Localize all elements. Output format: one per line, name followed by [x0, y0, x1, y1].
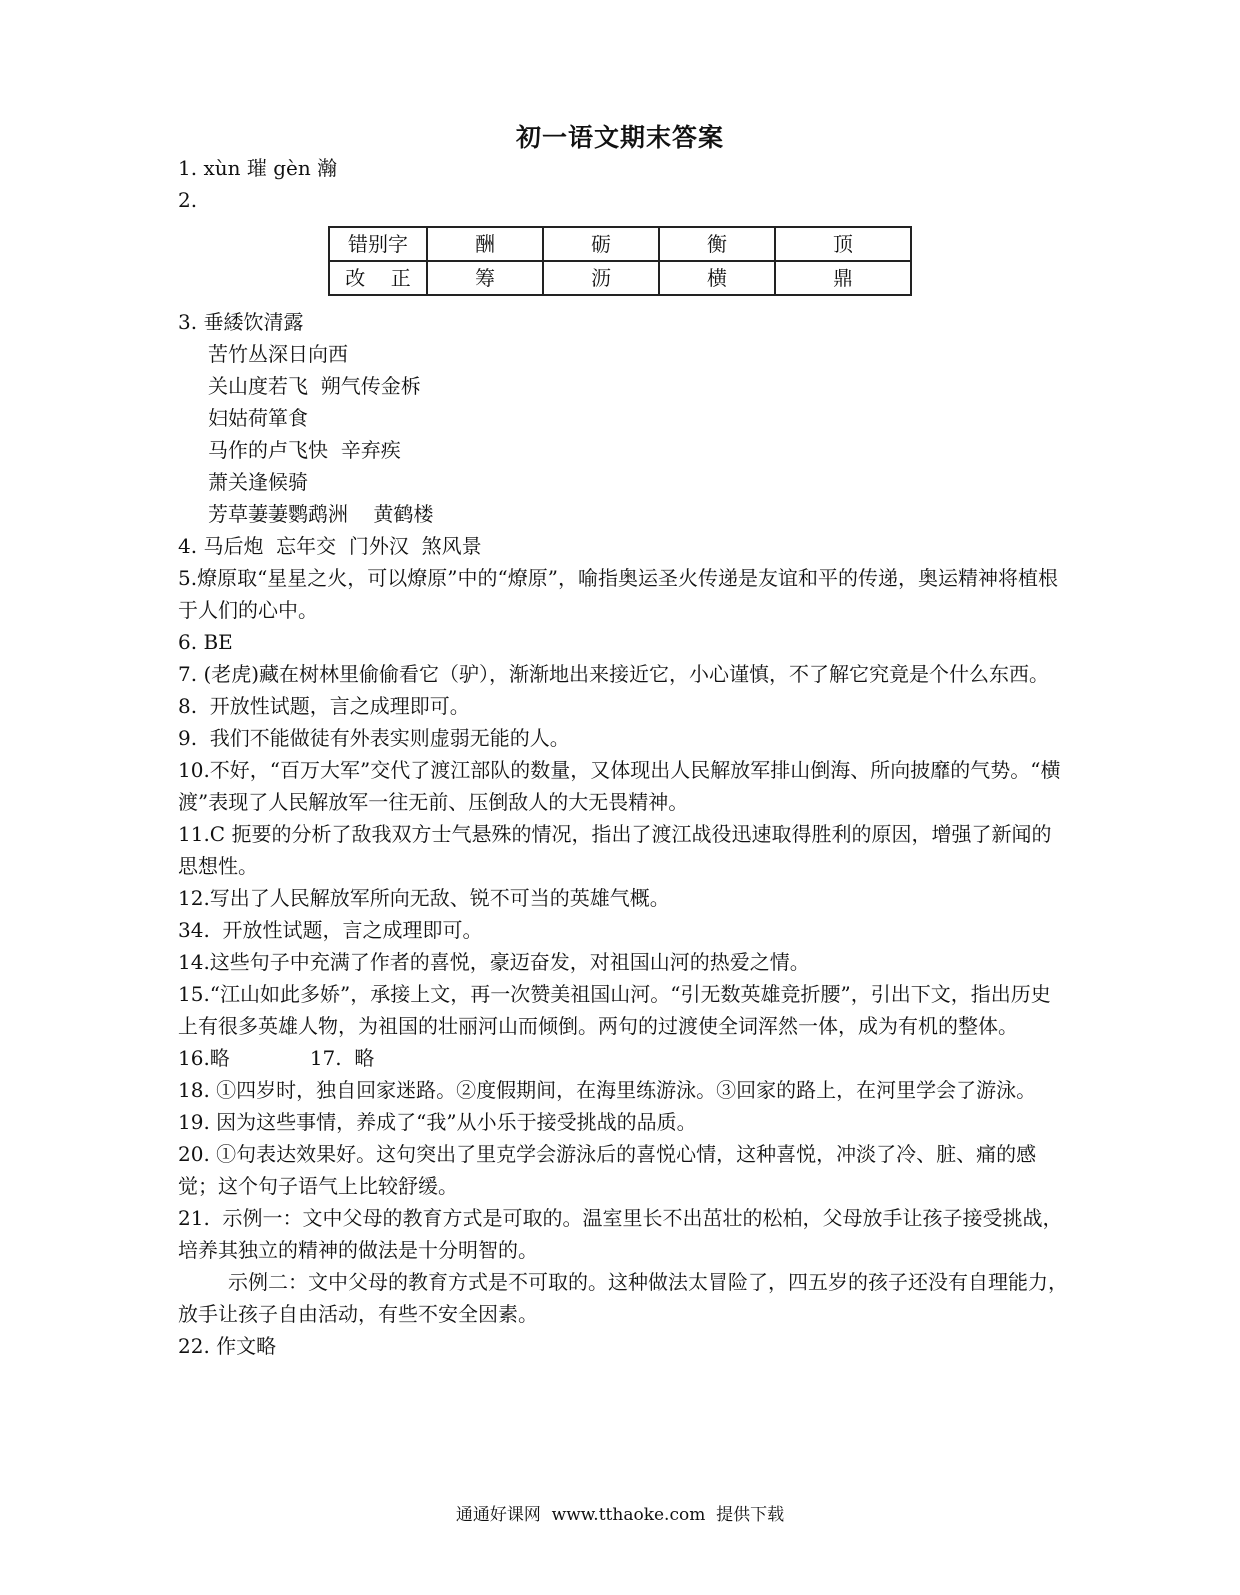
answer-5: 5.燎原取“星星之火，可以燎原”中的“燎原”，喻指奥运圣火传递是友谊和平的传递，奥运精神将植根于人们的心中。	[178, 566, 1058, 622]
footer-source: 通通好课网 www.tthaoke.com 提供下载	[455, 1505, 785, 1525]
answer-3-line: 妇姑荷箪食	[208, 406, 308, 430]
answer-21-example-1: 21. 示例一：文中父母的教育方式是可取的。温室里长不出茁壮的松柏，父母放手让孩子接受挑战，培养其独立的精神的做法是十分明智的。	[178, 1206, 1063, 1262]
answer-18: 18. ①四岁时，独自回家迷路。②度假期间，在海里练游泳。③回家的路上，在河里学会了游泳。	[178, 1078, 1037, 1102]
answer-9: 9. 我们不能做徒有外表实则虚弱无能的人。	[178, 726, 570, 750]
answer-12: 12.写出了人民解放军所向无敌、锐不可当的英雄气概。	[178, 886, 670, 910]
answer-14: 14.这些句子中充满了作者的喜悦，豪迈奋发，对祖国山河的热爱之情。	[178, 950, 810, 974]
answer-1: 1. xùn 璀 gèn 瀚	[178, 156, 338, 180]
answer-11: 11.C 扼要的分析了敌我双方士气悬殊的情况，指出了渡江战役迅速取得胜利的原因，增强了新闻的思想性。	[178, 822, 1052, 878]
answer-21-example-2: 示例二：文中父母的教育方式是不可取的。这种做法太冒险了，四五岁的孩子还没有自理能力，放手让孩子自由活动，有些不安全因素。	[178, 1270, 1068, 1326]
table-cell: 衡	[659, 227, 775, 261]
answer-3-line: 关山度若飞 朔气传金柝	[208, 374, 421, 398]
answer-6: 6. BE	[178, 630, 233, 654]
answer-3-line: 苦竹丛深日向西	[208, 342, 348, 366]
answer-13: 34. 开放性试题，言之成理即可。	[178, 918, 483, 942]
page-title: 初一语文期末答案	[515, 123, 724, 152]
table-cell: 横	[659, 261, 775, 295]
answer-content	[178, 152, 1068, 1362]
answer-2-label: 2.	[178, 188, 198, 212]
answer-8: 8. 开放性试题，言之成理即可。	[178, 694, 470, 718]
answer-20: 20. ①句表达效果好。这句突出了里克学会游泳后的喜悦心情，这种喜悦，冲淡了冷、脏、痛的感觉；这个句子语气上比较舒缓。	[178, 1142, 1037, 1198]
table-cell: 顶	[775, 227, 911, 261]
answer-3-line: 萧关逢候骑	[208, 470, 308, 494]
table-cell: 鼎	[775, 261, 911, 295]
answer-4: 4. 马后炮 忘年交 门外汉 煞风景	[178, 534, 482, 558]
table-cell: 沥	[543, 261, 659, 295]
answer-16: 16.略	[178, 1046, 230, 1070]
answer-17: 17. 略	[309, 1046, 375, 1070]
table-row	[329, 261, 911, 295]
table-row	[329, 227, 911, 261]
answer-3-line: 3. 垂緌饮清露	[178, 310, 304, 334]
table-cell: 错别字	[329, 227, 427, 261]
correction-table-wrap	[178, 226, 1068, 296]
answer-16-17	[178, 1042, 1068, 1074]
answer-3-line: 马作的卢飞快 辛弃疾	[208, 438, 401, 462]
answer-3-line: 芳草萋萋鹦鹉洲 黄鹤楼	[208, 502, 434, 526]
answer-15: 15.“江山如此多娇”，承接上文，再一次赞美祖国山河。“引无数英雄竞折腰”，引出下文，指出历史上有很多英雄人物，为祖国的壮丽河山而倾倒。两句的过渡使全词浑然一体，成为有机的整体。	[178, 982, 1051, 1038]
table-cell: 筹	[427, 261, 543, 295]
answer-7: 7. (老虎)藏在树林里偷偷看它（驴），渐渐地出来接近它，小心谨慎，不了解它究竟是个什么东西。	[178, 662, 1050, 686]
answer-10: 10.不好，“百万大军”交代了渡江部队的数量，又体现出人民解放军排山倒海、所向披靡的气势。“横渡”表现了人民解放军一往无前、压倒敌人的大无畏精神。	[178, 758, 1061, 814]
table-cell: 改 正	[329, 261, 427, 295]
correction-table	[328, 226, 912, 296]
table-cell: 酬	[427, 227, 543, 261]
answer-22: 22. 作文略	[178, 1334, 277, 1358]
table-cell: 砺	[543, 227, 659, 261]
answer-19: 19. 因为这些事情，养成了“我”从小乐于接受挑战的品质。	[178, 1110, 697, 1134]
